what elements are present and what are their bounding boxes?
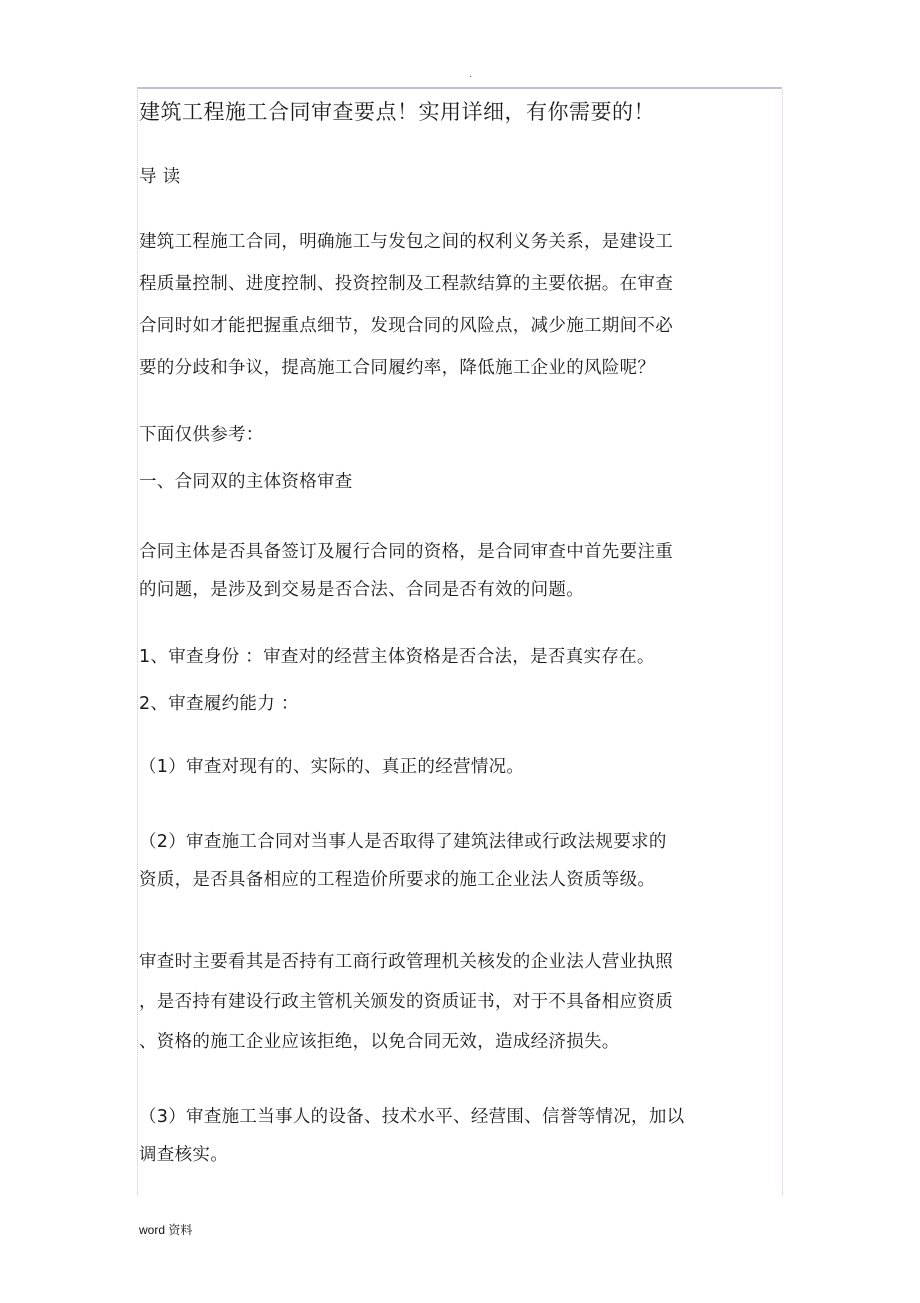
intro-line: 要的分歧和争议，提高施工合同履约率，降低施工企业的风险呢？	[139, 358, 656, 378]
intro-line: 建筑工程施工合同，明确施工与发包之间的权利义务关系，是建设工	[139, 232, 673, 252]
list-item: 1、审查身份 ：审查对的经营主体资格是否合法，是否真实存在。	[139, 647, 655, 667]
sub-list-item: 资质，是否具备相应的工程造价所要求的施工企业法人资质等级。	[139, 870, 656, 890]
intro-line: 程质量控制、进度控制、投资控制及工程款结算的主要依据。在审查	[139, 274, 673, 294]
paragraph-line: 的问题，是涉及到交易是否合法、合同是否有效的问题。	[139, 580, 584, 600]
footer-label: word 资料	[139, 1223, 193, 1237]
paragraph-line: 审查时主要看其是否持有工商行政管理机关核发的企业法人营业执照	[139, 952, 673, 972]
lead-heading: 导 读	[139, 167, 181, 187]
sub-list-item: （3）审查施工当事人的设备、技术水平、经营围、信誉等情况，加以	[139, 1107, 685, 1127]
paragraph-line: ，是否持有建设行政主管机关颁发的资质证书，对于不具备相应资质	[139, 992, 673, 1012]
header-mark: .	[469, 69, 473, 80]
sub-list-item: 调查核实。	[139, 1145, 228, 1165]
paragraph-line: 、资格的施工企业应该拒绝，以免合同无效，造成经济损失。	[139, 1032, 620, 1052]
sub-list-item: （1）审查对现有的、实际的、真正的经营情况。	[139, 757, 525, 777]
document-title: 建筑工程施工合同审查要点！实用详细，有你需要的！	[139, 100, 655, 124]
list-item: 2、审查履约能力 ：	[139, 694, 299, 714]
sub-list-item: （2）审查施工合同对当事人是否取得了建筑法律或行政法规要求的	[139, 832, 667, 852]
intro-line: 合同时如才能把握重点细节，发现合同的风险点，减少施工期间不必	[139, 316, 673, 336]
section-heading: 一、合同双的主体资格审查	[139, 472, 353, 492]
paragraph-line: 合同主体是否具备签订及履行合同的资格，是合同审查中首先要注重	[139, 542, 673, 562]
header-rule	[137, 87, 782, 89]
reference-note: 下面仅供参考：	[139, 425, 264, 445]
